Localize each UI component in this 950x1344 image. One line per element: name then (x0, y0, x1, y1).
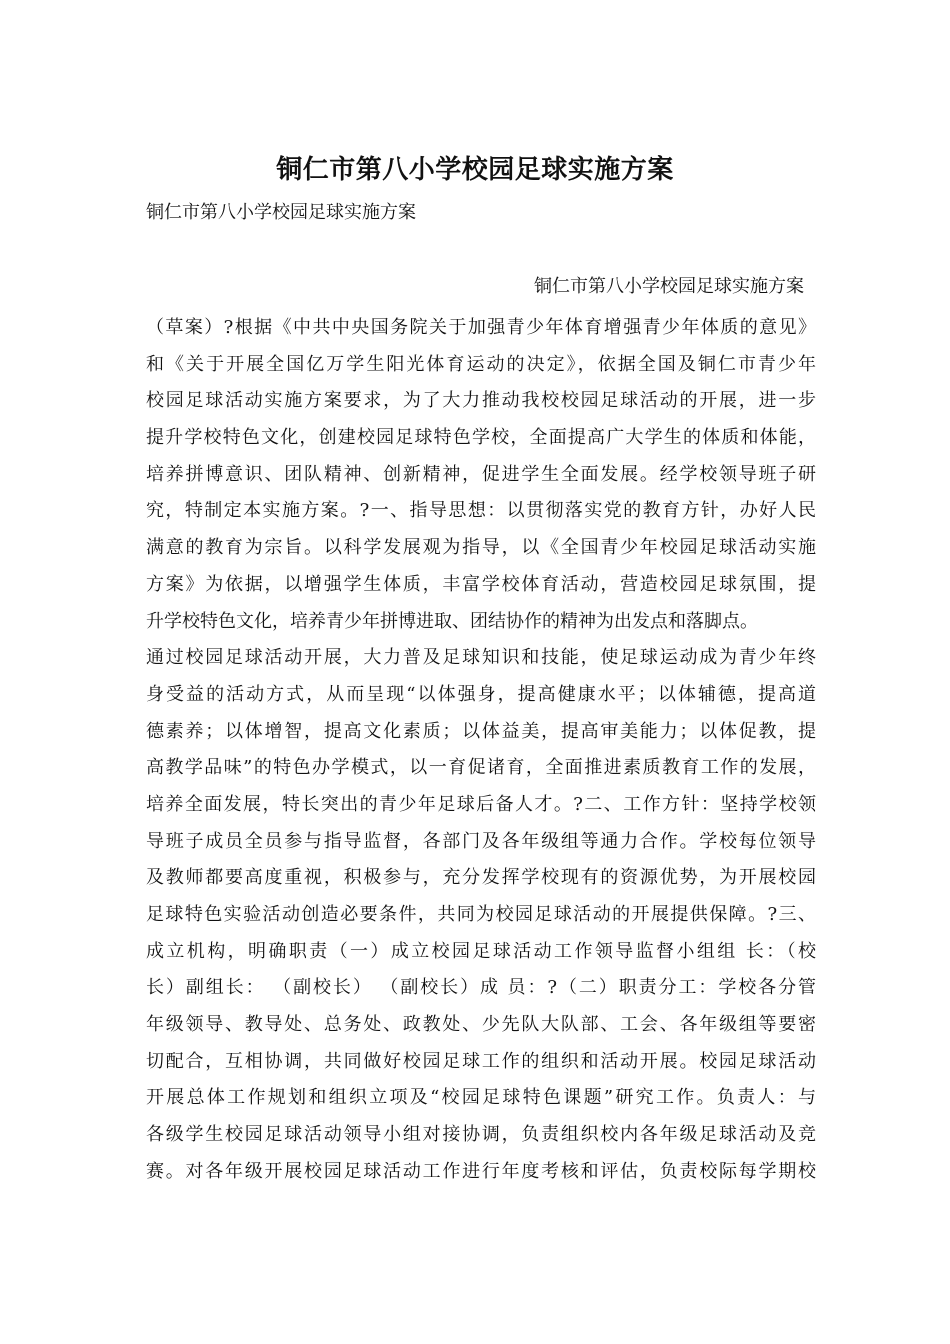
body-line: 成立机构，明确职责（一）成立校园足球活动工作领导监督小组组 长：（校 (146, 940, 816, 962)
body-line: 校园足球活动实施方案要求，为了大力推动我校校园足球活动的开展，进一步 (146, 390, 816, 412)
body-line: 究，特制定本实施方案。?一、指导思想：以贯彻落实党的教育方针，办好人民 (146, 500, 816, 522)
body-line: 通过校园足球活动开展，大力普及足球知识和技能，使足球运动成为青少年终 (146, 647, 816, 669)
body-line: 各级学生校园足球活动领导小组对接协调，负责组织校内各年级足球活动及竞 (146, 1124, 816, 1146)
body-line: 培养拼博意识、团队精神、创新精神，促进学生全面发展。经学校领导班子研 (146, 463, 816, 485)
body-line: 身受益的活动方式，从而呈现“以体强身，提高健康水平；以体辅德，提高道 (146, 683, 816, 705)
body-line: 德素养；以体增智，提高文化素质；以体益美，提高审美能力；以体促教，提 (146, 720, 816, 742)
body-line: （草案）?根据《中共中央国务院关于加强青少年体育增强青少年体质的意见》 (146, 317, 816, 338)
document-subtitle: 铜仁市第八小学校园足球实施方案 (146, 202, 416, 223)
body-line: 升学校特色文化，培养青少年拼博进取、团结协作的精神为出发点和落脚点。 (146, 610, 758, 632)
body-line: 提升学校特色文化，创建校园足球特色学校，全面提高广大学生的体质和体能， (146, 427, 816, 449)
body-line: 和《关于开展全国亿万学生阳光体育运动的决定》，依据全国及铜仁市青少年 (146, 353, 816, 375)
body-line: 切配合，互相协调，共同做好校园足球工作的组织和活动开展。校园足球活动 (146, 1050, 816, 1072)
body-line: 培养全面发展，特长突出的青少年足球后备人才。?二、工作方针：坚持学校领 (146, 793, 816, 815)
body-line: 开展总体工作规划和组织立项及“校园足球特色课题”研究工作。负责人：与 (146, 1087, 816, 1109)
body-line: 导班子成员全员参与指导监督，各部门及各年级组等通力合作。学校每位领导 (146, 830, 816, 852)
document-body (146, 310, 816, 1191)
document-title: 铜仁市第八小学校园足球实施方案 (276, 155, 674, 185)
section-heading-right: 铜仁市第八小学校园足球实施方案 (534, 276, 804, 297)
body-line: 赛。对各年级开展校园足球活动工作进行年度考核和评估，负责校际每学期校 (146, 1160, 816, 1182)
body-line: 足球特色实验活动创造必要条件，共同为校园足球活动的开展提供保障。?三、 (146, 904, 816, 925)
body-line: 长）副组长： （副校长） （副校长）成 员：?（二）职责分工：学校各分管 (146, 977, 816, 999)
body-line: 年级领导、教导处、总务处、政教处、少先队大队部、工会、各年级组等要密 (146, 1014, 816, 1036)
body-line: 高教学品味”的特色办学模式，以一育促诸育，全面推进素质教育工作的发展， (146, 757, 816, 779)
body-line: 及教师都要高度重视，积极参与，充分发挥学校现有的资源优势，为开展校园 (146, 867, 816, 889)
body-line: 满意的教育为宗旨。以科学发展观为指导，以《全国青少年校园足球活动实施 (146, 537, 816, 559)
body-line: 方案》为依据，以增强学生体质，丰富学校体育活动，营造校园足球氛围，提 (146, 573, 816, 595)
